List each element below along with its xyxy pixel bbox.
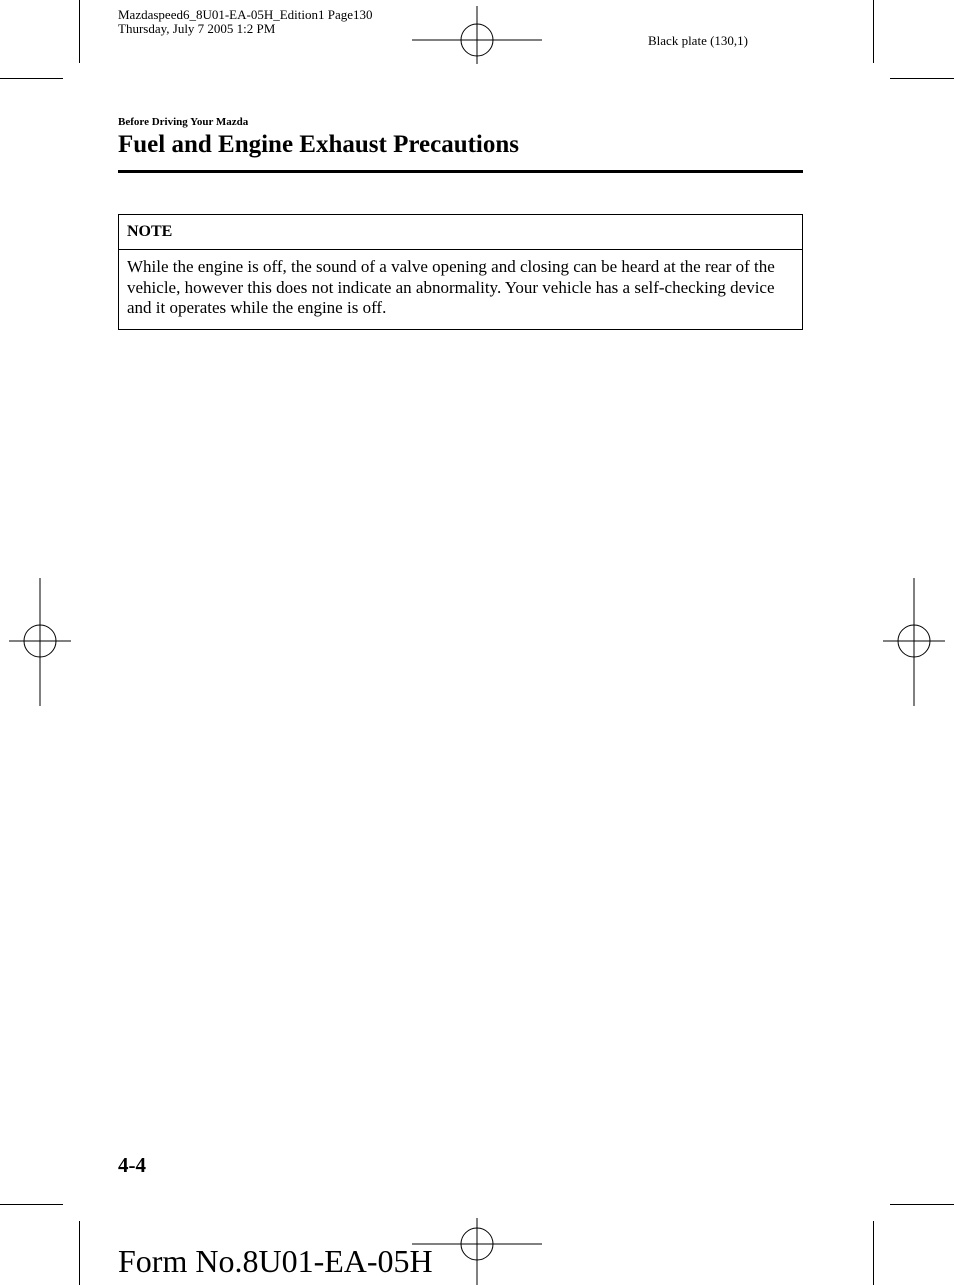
print-slug xyxy=(118,8,373,36)
print-slug-filename: Mazdaspeed6_8U01-EA-05H_Edition1 Page130 xyxy=(118,7,373,22)
note-box xyxy=(118,214,803,330)
crop-mark-bottom-right-horizontal xyxy=(890,1204,954,1205)
registration-mark-left xyxy=(9,578,71,706)
plate-label: Black plate (130,1) xyxy=(648,33,748,48)
page-number: 4-4 xyxy=(118,1153,146,1177)
registration-mark-top xyxy=(412,6,542,64)
note-heading: NOTE xyxy=(119,215,802,250)
title-underline xyxy=(118,170,803,173)
crop-mark-top-right-vertical xyxy=(873,0,874,63)
section-label: Before Driving Your Mazda xyxy=(118,116,249,128)
registration-mark-right xyxy=(883,578,945,706)
crop-mark-bottom-left-vertical xyxy=(79,1221,80,1285)
print-slug-timestamp: Thursday, July 7 2005 1:2 PM xyxy=(118,21,276,36)
crop-mark-bottom-left-horizontal xyxy=(0,1204,63,1205)
page-title: Fuel and Engine Exhaust Precautions xyxy=(118,131,520,158)
crop-mark-top-left-vertical xyxy=(79,0,80,63)
crop-mark-top-left-horizontal xyxy=(0,78,63,79)
form-number: Form No.8U01-EA-05H xyxy=(118,1243,433,1279)
crop-mark-top-right-horizontal xyxy=(890,78,954,79)
crop-mark-bottom-right-vertical xyxy=(873,1221,874,1285)
note-body: While the engine is off, the sound of a valve opening and closing can be heard at the rear of the vehicle, however this does not indicate an abnormality. Your vehicle has a self-checking device and it operates while the engine is off. xyxy=(127,257,775,317)
